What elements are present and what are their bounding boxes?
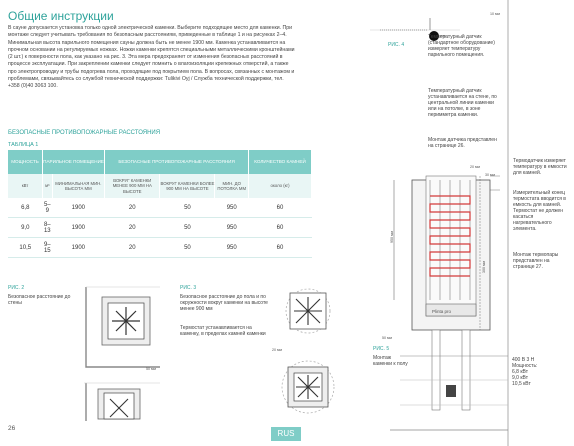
language-tab: RUS xyxy=(271,427,301,441)
cell: 9,0 xyxy=(8,218,43,238)
sensor-place: Температурный датчик устанавливается на стене, по центральной линии каменки или на потолке, в зоне перимметра каменки. xyxy=(428,88,497,118)
power-value: 10,5 кВт xyxy=(512,381,531,387)
fig3-caption1: Безопасное расстояние до пола и по окружности вокруг каменки на высоте менее 900 мм xyxy=(180,294,268,312)
limiter-note: Измерительный конец термостата вводится в емкость для камней. Термостат не должен касаться нагревательного элемента. xyxy=(513,190,566,232)
cell: 50 xyxy=(160,198,215,218)
dim-950: 950 мм xyxy=(389,231,394,243)
stones-note: Монтаж термопары представлен на странице 27. xyxy=(513,252,559,270)
page-title: Общие инструкции xyxy=(8,9,114,23)
fig2-label: РИС. 2 xyxy=(8,285,25,291)
thermo-note: Термодатчик измеряет температуру в емкости для камней. xyxy=(513,158,567,176)
cell: 950 xyxy=(215,238,249,258)
dim-20: 20 мм xyxy=(470,165,480,169)
cell: 60 xyxy=(249,238,312,258)
dim-50: 50 мм xyxy=(382,336,392,340)
cell: 950 xyxy=(215,198,249,218)
fig3-label: РИС. 3 xyxy=(180,285,197,291)
power-voltage: 400 В 3 Н xyxy=(512,357,535,363)
fig2-caption: Безопасное расстояние до стены xyxy=(8,294,71,306)
cell: 50 xyxy=(160,238,215,258)
cell: 20 xyxy=(105,218,160,238)
sub-ceiling: МИН. ДО ПОТОЛКА ММ xyxy=(215,174,249,198)
table-label: ТАБЛИЦА 1 xyxy=(8,142,39,148)
fig5-label: РИС. 5 xyxy=(373,346,390,352)
fig2-drawing xyxy=(80,283,164,423)
power-block xyxy=(512,357,570,387)
dim-30: 30 мм xyxy=(485,173,495,177)
cell: 50 xyxy=(160,218,215,238)
fig4-label: РИС. 4 xyxy=(388,42,405,48)
table-row xyxy=(8,198,312,218)
cell: 60 xyxy=(249,218,312,238)
cell: 20 xyxy=(105,198,160,218)
cell: 5–9 xyxy=(43,198,53,218)
spec-table xyxy=(8,150,312,258)
table-header-row xyxy=(8,150,312,174)
col-distances: БЕЗОПАСНЫЕ ПРОТИВОПОЖАРНЫЕ РАССТОЯНИЯ xyxy=(105,150,249,174)
sub-around-high: ВОКРУГ КАМЕНКИ БОЛЕЕ 900 ММ НА ВЫСОТЕ xyxy=(160,174,215,198)
cell: 8–13 xyxy=(43,218,53,238)
cell: 20 xyxy=(105,238,160,258)
mount-note: Монтаж датчика представлен на странице 26. xyxy=(428,137,497,149)
cell: 60 xyxy=(249,198,312,218)
cell: 1900 xyxy=(52,198,105,218)
cell: 6,8 xyxy=(8,198,43,218)
fig5-caption: Монтаж каменки к полу xyxy=(373,355,408,367)
fig2-dim: 50 мм xyxy=(146,367,156,371)
plinth-label: Plinta pro xyxy=(432,309,452,314)
sub-kw: кВт xyxy=(8,174,43,198)
fig3-drawing xyxy=(268,287,348,427)
fig3-caption2: Термостат устанавливается на каменку, в пределах камней каменки xyxy=(180,325,266,337)
col-power: МОЩНОСТЬ xyxy=(8,150,43,174)
cell: 10,5 xyxy=(8,238,43,258)
table-row xyxy=(8,218,312,238)
sub-m3: м³ xyxy=(43,174,53,198)
power-value: 9,0 кВт xyxy=(512,375,528,381)
sub-around-low: ВОКРУГ КАМЕНКИ МЕНЕЕ 900 ММ НА ВЫСОТЕ xyxy=(105,174,160,198)
table-row xyxy=(8,238,312,258)
sensor-caption: Температурный датчик (стандартное оборудование) измеряет температуру парильного помещения. xyxy=(428,34,495,58)
section-title: БЕЗОПАСНЫЕ ПРОТИВОПОЖАРНЫЕ РАССТОЯНИЯ xyxy=(8,130,161,136)
intro-paragraph: В сауне допускается установка только одной электрической каменки. Выберите подходящее место для каменки. При монтаже следует учитывать требования по безопасным расстояниям, приведенные в таблице 1 и на рисунках 2–4. Минимальная высота парильного помещения сауны должна быть не менее 1900 мм. Каменка устанавливается на прочном основании на регулируемых ножках. Ножки каменки крепятся специальными металлическими кронштейнами (2 шт.) к поверхности пола, как указано на рис. 3. Эта мера предохраняет от изменения безопасных расстояний в процессе эксплуатации. При закреплении каменки следует помнить о влагоизоляции крепежных отверстий, а также про электропроводку и трубы подогрева пола, проходящие под покрытием пола. В вопросах, связанных с монтажом и проблемами, связывайтесь со службой технической поддержки: Tulikivi Oyj / Служба технической поддержки, тел. +358 (0)40 3063 100. xyxy=(8,25,295,90)
power-value: 6,8 кВт xyxy=(512,369,528,375)
cell: 950 xyxy=(215,218,249,238)
power-label: Мощность: xyxy=(512,363,538,369)
col-room: ПАРИЛЬНОЕ ПОМЕЩЕНИЕ xyxy=(43,150,105,174)
page-number: 26 xyxy=(8,425,16,432)
col-stones: КОЛИЧЕСТВО КАМНЕЙ xyxy=(249,150,312,174)
fig3-dim: 20 мм xyxy=(272,348,282,352)
table-subheader-row xyxy=(8,174,312,198)
dim-300: 300 мм xyxy=(481,261,486,273)
fig4-top-dim: 10 мм xyxy=(490,12,500,16)
cell: 9–15 xyxy=(43,238,53,258)
cell: 1900 xyxy=(52,218,105,238)
cell: 1900 xyxy=(52,238,105,258)
sub-min-height: МИНИМАЛЬНАЯ МИН. ВЫСОТА ММ xyxy=(52,174,105,198)
sub-kg: около (кг) xyxy=(249,174,312,198)
